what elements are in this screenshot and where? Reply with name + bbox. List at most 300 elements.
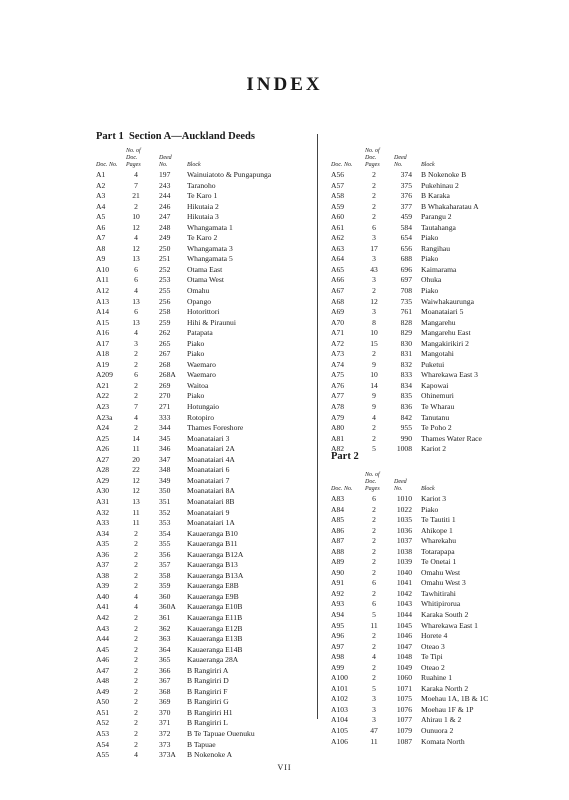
block-name: Karaka South 2 <box>421 610 469 620</box>
deed-number: 265 <box>159 338 171 348</box>
doc-number: A15 <box>96 317 110 327</box>
doc-number: A77 <box>331 391 345 401</box>
block-name: Moanataiari 2A <box>187 444 235 454</box>
doc-pages: 2 <box>134 349 138 359</box>
deed-number: 354 <box>159 528 171 538</box>
doc-pages: 2 <box>134 581 138 591</box>
doc-number: A92 <box>331 588 345 598</box>
block-name: Te Onetai 1 <box>421 557 457 567</box>
deed-number: 1071 <box>396 683 412 693</box>
doc-pages: 4 <box>134 750 138 760</box>
block-name: Hikutaia 3 <box>187 212 219 222</box>
doc-pages: 2 <box>372 673 376 683</box>
block-name: Mangotahi <box>421 349 454 359</box>
block-name: Moanataiari 6 <box>187 465 230 475</box>
doc-number: A83 <box>331 494 345 503</box>
block-name: Ruahine 1 <box>421 673 453 683</box>
doc-number: A56 <box>331 170 345 179</box>
index-row <box>96 529 311 540</box>
index-row <box>96 718 311 729</box>
deed-number: 267 <box>159 349 171 359</box>
index-row <box>96 244 311 255</box>
doc-pages: 4 <box>134 286 138 296</box>
doc-number: A89 <box>331 557 345 567</box>
doc-pages: 2 <box>372 212 376 222</box>
doc-pages: 10 <box>370 328 378 338</box>
doc-number: A66 <box>331 275 345 285</box>
index-row <box>331 726 561 737</box>
doc-number: A44 <box>96 634 110 644</box>
deed-number: 836 <box>400 402 412 412</box>
block-name: Parangu 2 <box>421 212 452 222</box>
doc-number: A8 <box>96 243 106 253</box>
index-row <box>96 191 311 202</box>
deed-number: 377 <box>400 201 412 211</box>
doc-pages: 2 <box>372 588 376 598</box>
doc-pages: 2 <box>372 349 376 359</box>
index-row <box>96 697 311 708</box>
doc-pages: 11 <box>132 518 140 528</box>
block-name: Te Poho 2 <box>421 423 452 433</box>
block-name: Kariot 2 <box>421 444 447 454</box>
block-name: B Te Tapuae Ouenuku <box>187 728 255 738</box>
index-row <box>96 212 311 223</box>
doc-number: A76 <box>331 380 345 390</box>
block-name: Kapowai <box>421 380 449 390</box>
block-name: Piako <box>421 254 439 264</box>
doc-pages: 2 <box>134 359 138 369</box>
doc-number: A2 <box>96 180 106 190</box>
doc-number: A75 <box>331 370 345 380</box>
doc-number: A73 <box>331 349 345 359</box>
index-row <box>331 275 561 286</box>
block-name: Waiwhakaurunga <box>421 296 474 306</box>
block-name: Ahirau 1 & 2 <box>421 715 462 725</box>
deed-number: 246 <box>159 201 171 211</box>
pages-header: No. of Doc. Pages <box>126 148 141 168</box>
deed-number: 349 <box>159 475 171 485</box>
index-row <box>331 286 561 297</box>
deed-number: 353 <box>159 518 171 528</box>
index-row <box>96 645 311 656</box>
doc-number: A84 <box>331 504 345 514</box>
index-row <box>96 286 311 297</box>
block-name: Tawhitirahi <box>421 588 456 598</box>
doc-pages: 2 <box>134 676 138 686</box>
doc-pages: 2 <box>134 707 138 717</box>
block-name: Piako <box>187 349 205 359</box>
doc-pages: 2 <box>372 191 376 201</box>
doc-pages: 2 <box>134 686 138 696</box>
doc-number: A39 <box>96 581 110 591</box>
block-name: B Rangiriri A <box>187 665 229 675</box>
doc-pages: 11 <box>370 736 378 746</box>
deed-number: 268A <box>159 370 176 380</box>
deed-number: 351 <box>159 496 171 506</box>
doc-pages: 17 <box>370 243 378 253</box>
block-name: Rangihau <box>421 243 451 253</box>
block-name: Kauaeranga 28A <box>187 655 239 665</box>
index-row <box>96 370 311 381</box>
deed-number: 366 <box>159 665 171 675</box>
index-row <box>96 391 311 402</box>
index-row <box>331 705 561 716</box>
doc-number: A11 <box>96 275 109 285</box>
index-row <box>96 624 311 635</box>
doc-pages: 2 <box>134 644 138 654</box>
doc-number: A105 <box>331 726 348 736</box>
doc-number: A65 <box>331 264 345 274</box>
deed-number: 348 <box>159 465 171 475</box>
doc-number: A88 <box>331 546 345 556</box>
doc-pages: 11 <box>370 620 378 630</box>
deed-number: 1008 <box>396 444 412 454</box>
doc-pages: 4 <box>372 412 376 422</box>
doc-number: A42 <box>96 612 110 622</box>
block-name: Te Karo 2 <box>187 233 218 243</box>
index-row <box>331 360 561 371</box>
doc-pages: 9 <box>372 402 376 412</box>
doc-pages: 43 <box>370 264 378 274</box>
block-name: Moanataiari 7 <box>187 475 230 485</box>
index-row <box>96 729 311 740</box>
doc-number: A52 <box>96 718 110 728</box>
deed-number: 373A <box>159 750 176 760</box>
block-name: Waemaro <box>187 359 216 369</box>
deed-number: 359 <box>159 581 171 591</box>
doc-number: A87 <box>331 536 345 546</box>
deed-number: 1010 <box>396 494 412 503</box>
deed-number: 258 <box>159 307 171 317</box>
doc-number: A46 <box>96 655 110 665</box>
block-name: Mangarehu East <box>421 328 471 338</box>
index-row <box>331 191 561 202</box>
doc-pages: 4 <box>134 170 138 179</box>
index-row <box>96 497 311 508</box>
block-name: Ounuora 2 <box>421 726 454 736</box>
block-name: Kaimarama <box>421 264 457 274</box>
doc-number: A90 <box>331 567 345 577</box>
deed-number: 1075 <box>396 694 412 704</box>
index-rows <box>331 170 561 455</box>
doc-number: A6 <box>96 222 106 232</box>
block-name: Whangamata 5 <box>187 254 233 264</box>
doc-pages: 2 <box>134 697 138 707</box>
doc-pages: 3 <box>372 307 376 317</box>
doc-number: A79 <box>331 412 345 422</box>
doc-number: A58 <box>331 191 345 201</box>
block-name: Te Tautiti 1 <box>421 515 456 525</box>
index-row <box>331 694 561 705</box>
index-row <box>96 634 311 645</box>
deed-number: 697 <box>400 275 412 285</box>
block-name: Moanataiari 4A <box>187 454 235 464</box>
left-index-column <box>96 142 311 761</box>
doc-pages: 6 <box>372 578 376 588</box>
block-name: Kauaeranga B13A <box>187 570 244 580</box>
doc-pages: 2 <box>372 515 376 525</box>
block-name: Omahu West <box>421 567 461 577</box>
doc-number: A74 <box>331 359 345 369</box>
block-name: Te Karo 1 <box>187 191 218 201</box>
doc-number: A69 <box>331 307 345 317</box>
deed-number: 654 <box>400 233 412 243</box>
deed-number: 829 <box>400 328 412 338</box>
index-row <box>331 202 561 213</box>
part2-label: Part 2 <box>331 451 359 462</box>
deed-number: 365 <box>159 655 171 665</box>
block-name: Horete 4 <box>421 631 448 641</box>
index-row <box>96 265 311 276</box>
index-row <box>331 307 561 318</box>
doc-pages: 3 <box>372 233 376 243</box>
deed-number: 255 <box>159 286 171 296</box>
block-name: B Rangiriri F <box>187 686 228 696</box>
deed-number: 345 <box>159 433 171 443</box>
index-row <box>331 547 561 558</box>
block-name: B Rangiriri D <box>187 676 229 686</box>
doc-pages: 2 <box>372 557 376 567</box>
index-row <box>331 370 561 381</box>
block-name: Ohuka <box>421 275 442 285</box>
doc-number: A34 <box>96 528 110 538</box>
index-row <box>331 423 561 434</box>
block-name: Kauaeranga E10B <box>187 602 243 612</box>
doc-number: A94 <box>331 610 345 620</box>
doc-pages: 13 <box>132 317 140 327</box>
doc-number: A81 <box>331 433 345 443</box>
doc-number: A101 <box>331 683 348 693</box>
block-name: Waemaro <box>187 370 216 380</box>
block-name: Tautahanga <box>421 222 456 232</box>
doc-pages: 2 <box>134 665 138 675</box>
index-row <box>96 465 311 476</box>
doc-number: A18 <box>96 349 110 359</box>
deed-number: 347 <box>159 454 171 464</box>
doc-pages: 2 <box>134 391 138 401</box>
block-name: Wharekawa East 3 <box>421 370 478 380</box>
index-row <box>96 402 311 413</box>
index-row <box>96 655 311 666</box>
doc-pages: 3 <box>372 254 376 264</box>
index-row <box>96 275 311 286</box>
index-row <box>331 265 561 276</box>
deed-number: 369 <box>159 697 171 707</box>
doc-number: A96 <box>331 631 345 641</box>
index-row <box>96 202 311 213</box>
doc-number: A21 <box>96 380 110 390</box>
deed-number: 1037 <box>396 536 412 546</box>
deed-number: 688 <box>400 254 412 264</box>
doc-pages: 2 <box>134 718 138 728</box>
doc-pages: 11 <box>132 507 140 517</box>
doc-number: A19 <box>96 359 110 369</box>
index-row <box>331 621 561 632</box>
index-row <box>331 599 561 610</box>
index-row <box>96 550 311 561</box>
block-name: Ahikope 1 <box>421 525 453 535</box>
index-rows <box>96 170 311 761</box>
doc-pages: 2 <box>134 612 138 622</box>
deed-number: 270 <box>159 391 171 401</box>
doc-number: A60 <box>331 212 345 222</box>
index-row <box>96 687 311 698</box>
deed-number: 373 <box>159 739 171 749</box>
block-name: Kariot 3 <box>421 494 447 503</box>
doc-number: A30 <box>96 486 110 496</box>
block-name: Kauaeranga B11 <box>187 539 238 549</box>
doc-number: A80 <box>331 423 345 433</box>
block-name: Piako <box>187 391 205 401</box>
index-row <box>331 515 561 526</box>
block-name: Pukehinau 2 <box>421 180 459 190</box>
deed-number: 833 <box>400 370 412 380</box>
deed-number: 1041 <box>396 578 412 588</box>
doc-pages: 7 <box>134 180 138 190</box>
doc-number: A12 <box>96 286 110 296</box>
doc-number: A72 <box>331 338 345 348</box>
doc-pages: 4 <box>134 412 138 422</box>
doc-pages: 11 <box>132 444 140 454</box>
deed-number: 262 <box>159 328 171 338</box>
doc-pages: 6 <box>134 264 138 274</box>
index-row <box>96 508 311 519</box>
page-number: VII <box>277 763 292 772</box>
deed-number: 197 <box>159 170 171 179</box>
doc-pages: 9 <box>372 391 376 401</box>
doc-number: A32 <box>96 507 110 517</box>
doc-pages: 2 <box>372 631 376 641</box>
doc-pages: 13 <box>132 254 140 264</box>
deed-number: 828 <box>400 317 412 327</box>
doc-pages: 2 <box>134 539 138 549</box>
block-name: Whitipirorua <box>421 599 461 609</box>
doc-number: A40 <box>96 591 110 601</box>
block-name: Piako <box>187 338 205 348</box>
doc-number: A49 <box>96 686 110 696</box>
pages-header: No. of Doc. Pages <box>365 148 380 168</box>
doc-pages: 2 <box>372 525 376 535</box>
doc-number: A98 <box>331 652 345 662</box>
doc-number: A51 <box>96 707 110 717</box>
doc-pages: 22 <box>132 465 140 475</box>
index-row <box>331 170 561 181</box>
doc-pages: 2 <box>134 655 138 665</box>
deed-number: 831 <box>400 349 412 359</box>
doc-number: A57 <box>331 180 345 190</box>
block-name: Puketui <box>421 359 445 369</box>
index-row <box>331 339 561 350</box>
doc-pages: 2 <box>372 286 376 296</box>
block-name: B Rangiriri L <box>187 718 228 728</box>
block-name: Kauaeranga B10 <box>187 528 238 538</box>
doc-number: A41 <box>96 602 110 612</box>
doc-pages: 6 <box>134 275 138 285</box>
doc-pages: 2 <box>372 567 376 577</box>
doc-pages: 21 <box>132 191 140 201</box>
doc-pages: 4 <box>134 602 138 612</box>
deed-number: 842 <box>400 412 412 422</box>
doc-number: A3 <box>96 191 106 201</box>
part2-heading <box>331 451 359 462</box>
block-name: B Tapuae <box>187 739 216 749</box>
index-row <box>96 423 311 434</box>
doc-pages: 2 <box>134 728 138 738</box>
block-name: Rotopiro <box>187 412 215 422</box>
column-header <box>331 142 561 170</box>
deed-number: 251 <box>159 254 171 264</box>
index-row <box>331 212 561 223</box>
index-row <box>331 494 561 505</box>
deed-number: 1039 <box>396 557 412 567</box>
index-row <box>331 536 561 547</box>
block-name: Te Tipi <box>421 652 443 662</box>
deed-number: 1046 <box>396 631 412 641</box>
doc-pages: 4 <box>134 328 138 338</box>
doc-pages: 14 <box>132 433 140 443</box>
deed-number: 368 <box>159 686 171 696</box>
block-name: Moanataiari 3 <box>187 433 230 443</box>
doc-pages: 8 <box>372 317 376 327</box>
deed-number: 955 <box>400 423 412 433</box>
deed-number: 360A <box>159 602 176 612</box>
doc-pages: 2 <box>372 641 376 651</box>
doc-pages: 2 <box>372 170 376 179</box>
doc-number: A95 <box>331 620 345 630</box>
doc-number: A10 <box>96 264 110 274</box>
index-row <box>96 318 311 329</box>
index-row <box>96 297 311 308</box>
doc-pages: 2 <box>134 528 138 538</box>
doc-number: A7 <box>96 233 106 243</box>
deed-number: 248 <box>159 222 171 232</box>
index-row <box>96 223 311 234</box>
deed-number: 362 <box>159 623 171 633</box>
doc-pages: 7 <box>134 402 138 412</box>
pages-header: No. of Doc. Pages <box>365 472 380 492</box>
index-row <box>331 610 561 621</box>
deed-number: 656 <box>400 243 412 253</box>
block-name: B Whakaharatau A <box>421 201 479 211</box>
deed-header: Deed No. <box>394 479 407 492</box>
deed-number: 250 <box>159 243 171 253</box>
deed-number: 990 <box>400 433 412 443</box>
deed-number: 708 <box>400 286 412 296</box>
index-row <box>331 589 561 600</box>
doc-number: A63 <box>331 243 345 253</box>
doc-pages: 2 <box>372 201 376 211</box>
doc-pages: 2 <box>134 549 138 559</box>
deed-number: 249 <box>159 233 171 243</box>
doc-pages: 10 <box>132 212 140 222</box>
doc-number: A14 <box>96 307 110 317</box>
index-row <box>96 518 311 529</box>
index-row <box>96 676 311 687</box>
block-name: Wharekawa East 1 <box>421 620 478 630</box>
doc-number: A36 <box>96 549 110 559</box>
doc-pages: 13 <box>132 496 140 506</box>
index-row <box>331 737 561 748</box>
page-title: INDEX <box>246 74 323 95</box>
deed-number: 364 <box>159 644 171 654</box>
index-row <box>96 181 311 192</box>
index-row <box>331 684 561 695</box>
block-name: Kauaeranga E11B <box>187 612 243 622</box>
block-name: Whangamata 3 <box>187 243 233 253</box>
block-name: B Nokenoke B <box>421 170 467 179</box>
index-row <box>331 642 561 653</box>
deed-number: 259 <box>159 317 171 327</box>
